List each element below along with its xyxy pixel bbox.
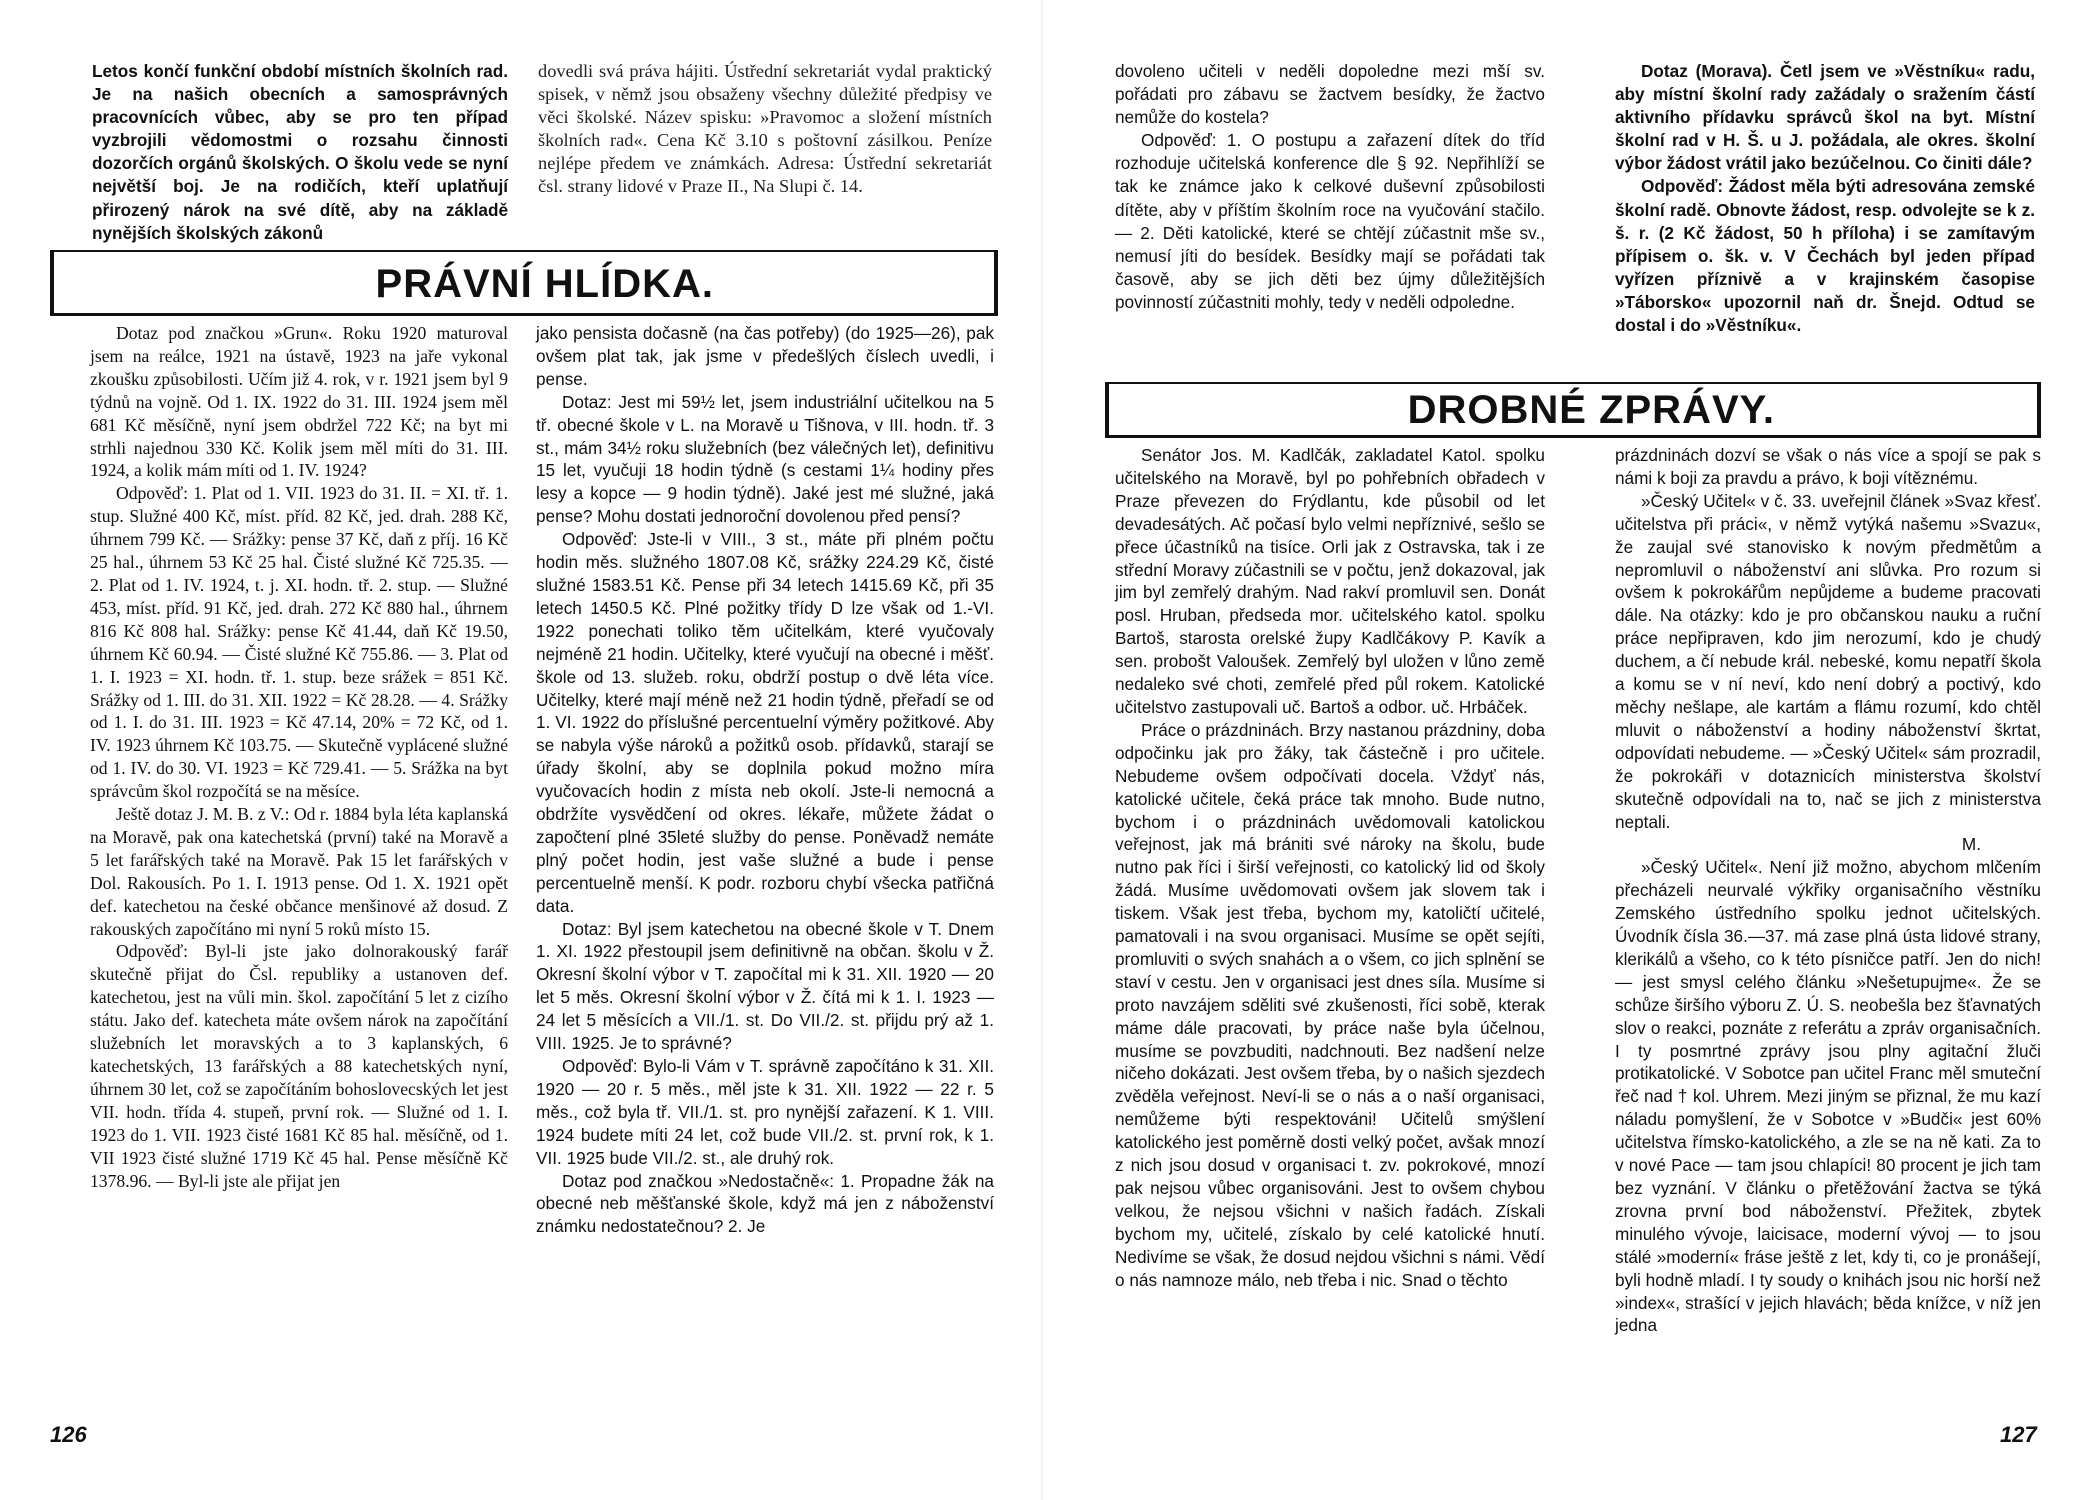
answer-paragraph: Odpověď: 1. O postupu a zařazení dítek do tříd rozhoduje učitelská konference dle § 92. Nepřihlíží se tak ke známce jako k celkové duševní způsobilosti dítěte, aby v příštím školním roce na vyučování stačilo. — 2. Děti katolické, které se chtějí zúčastnit mše sv., nemusí jíti do besídek. Besídky mají se pořádati tak časově, aby se jich děti bez újmy důležitějších povinností zúčastniti mohly, tedy v neděli odpoledne.	[1115, 130, 1545, 312]
left-intro-column-1	[92, 60, 508, 245]
section-header-pravni-hlidka	[50, 250, 998, 316]
left-main-column-2	[536, 322, 994, 1238]
news-paragraph: Senátor Jos. M. Kadlčák, zakladatel Katol. spolku učitelského na Moravě, byl po pohřebních obřadech v Praze převezen do Frýdlantu, kde působil od let devadesátých. Ač počasí bylo velmi nepříznivé, sešlo se přece účastníků na tisíce. Orli jak z Ostravska, tak i ze střední Moravy zúčastnili se v počtu, jenž dokazoval, jak jim byl zemřelý drahým. Nad rakví promluvil sen. Donát posl. Hruban, předseda mor. učitelského katol. spolku Bartoš, starosta orelské župy Kadlčákovy P. Kavík a sen. probošt Valoušek. Zemřelý byl uložen v lůno země nedaleko své choti, zemřelé před půl rokem. Katolické učitelstvo zastupovali uč. Bartoš a odbor. uč. Hrbáček.	[1115, 445, 1545, 717]
question-paragraph: Dotaz (Morava). Četl jsem ve »Věstníku« radu, aby místní školní rady zažádaly o sražením částí aktivního přídavku správců škol na byt. Místní školní rad v H. Š. u J. požádala, ale okres. školní výbor žádost vrátil jako bezúčelnou. Co činiti dále?	[1615, 61, 2035, 174]
answer-paragraph: Odpověď: Žádost měla býti adresována zemské školní radě. Obnovte žádost, resp. odvolejte se k z. š. r. (2 Kč žádost, 50 h příloha) i se zamítavým přípisem o. šk. v. V Čechách byl jeden případ vyřízen příznivě a v krajinském časopise »Táborsko« upozornil naň dr. Šnejd. Odtud se dostal i do »Věstníku«.	[1615, 176, 2035, 336]
section-title: DROBNÉ ZPRÁVY.	[1407, 388, 1775, 432]
continued-paragraph: jako pensista dočasně (na čas potřeby) (do 1925—26), pak ovšem plat tak, jak jsme v předešlých číslech uvedli, i pense.	[536, 323, 994, 389]
continued-paragraph: prázdninách dozví se však o nás více a spojí se pak s námi k boji za pravdu a právo, k boji vítěznému.	[1615, 445, 2041, 488]
left-intro-paragraph-1: Letos končí funkční období místních školních rad. Je na našich obecních a samosprávných pracovnících vůbec, aby se pro ten případ vyzbrojili vědomostmi o rozsahu činnosti dozorčích orgánů školských. O školu vede se nyní největší boj. Je na rodičích, kteří uplatňují přirozený nárok na své dítě, aby na základě nynějších školských zákonů	[92, 61, 508, 243]
signature: M.	[1961, 834, 1981, 855]
right-intro-column-2	[1615, 60, 2035, 337]
question-paragraph: Dotaz: Byl jsem katechetou na obecné škole v T. Dnem 1. XI. 1922 přestoupil jsem definitivně na občan. školu v Ž. Okresní školní výbor v T. započítal mi k 31. XII. 1920 — 20 let 5 měs. Okresní školní výbor v Ž. čítá mi k 1. I. 1923 — 24 let 5 měsících a VII./1. st. Do VII./2. st. přijdu prý až 1. VIII. 1925. Je to správné?	[536, 918, 994, 1054]
left-intro-paragraph-2: dovedli svá práva hájiti. Ústřední sekretariát vydal praktický spisek, v němž jsou obsaženy všechny důležité předpisy ve věci školské. Název spisku: »Pravomoc a složení místních školních rad«. Cena Kč 3.10 s poštovní zásilkou. Peníze nejlépe předem ve známkách. Adresa: Ústřední sekretariát čsl. strany lidové v Praze II., Na Slupi č. 14.	[538, 61, 992, 197]
question-paragraph: Ještě dotaz J. M. B. z V.: Od r. 1884 byla léta kaplanská na Moravě, pak ona katechetská (první) také na Moravě a 5 let farářských také na Moravě. Pak 15 let farářských v Dol. Rakousích. Po 1. I. 1913 pense. Od 1. X. 1921 opět def. katechetou na české občance menšinové až dosud. Z rakouských započítáno mi nyní 5 roků místo 15.	[90, 804, 508, 939]
news-paragraph: Práce o prázdninách. Brzy nastanou prázdniny, doba odpočinku jak pro žáky, tak částečně i pro učitele. Nebudeme ovšem odpočívati docela. Vždyť nás, katolické učitele, čeká práce tak mnoho. Bude nutno, bychom i o prázdninách uvědomovali katolickou veřejnost, jak má brániti své nároky na školu, bude nutno pak říci i širší veřejnosti, co katolický lid od školy žádá. Musíme uvědomovati ovšem jak slovem tak i tiskem. Však jest třeba, bychom my, katoličtí učitelé, pamatovali i na svou organisaci. Musíme se opět sejíti, promluviti o svých snahách a o všem, co jich splnění se staví v cestu. Jen v organisaci jest dnes síla. Musíme si proto navzájem sděliti své zkušenosti, říci sobě, kterak máme dále pracovati, by práce naše byla účelnou, musíme se povzbuditi, nadchnouti. Bez nadšení nelze ničeho dokázati. Jest ovšem třeba, by o našich sjezdech zvěděla veřejnost. Neví-li se o nás a o naší organisaci, nemůžeme býti respektováni! Učitelů smýšlení katolického jest poměrně dosti velký počet, avšak mnozí z nich jsou dosud v organisaci t. zv. pokrokové, mnozí pak nejsou vůbec organisováni. Jest to ovšem chybou velkou, že nejsou všichni v našich řadách. Získali bychom my, učitelé, získalo by celé katolické hnutí. Nedivíme se však, že dosud nejdou všichni s námi. Vědí o nás namnoze málo, neb třeba i nic. Snad o těchto	[1115, 719, 1545, 1290]
right-main-column-2	[1615, 444, 2041, 1337]
answer-paragraph: Odpověď: Bylo-li Vám v T. správně započítáno k 31. XII. 1920 — 20 r. 5 měs., měl jste k 31. XII. 1922 — 22 r. 5 měs., což byla tř. VII./1. st. pro nynější zařazení. K 1. VIII. 1924 budete míti 24 let, což bude VII./2. st. první rok, k 1. VII. 1925 bude VII./2. st., ale druhý rok.	[536, 1056, 994, 1168]
page-number-right: 127	[2000, 1422, 2037, 1447]
news-paragraph: »Český Učitel«. Není již možno, abychom mlčením přecházeli neurvalé výkřiky organisačního věstníku Zemského ústředního spolku jednot učitelských. Úvodník čísla 36.—37. má zase plná ústa lidové strany, klerikálů a všeho, co k této písničce patří. Jen do nich! — jest smysl celého článku »Nešetupujme«. Že se schůze širšího výboru Z. Ú. S. neobešla bez šťavnatých slov o reakci, poznáte z referátu a zpráv organisačních. I ty posmrtné zprávy jsou plny agitační žluči protikatolické. V Sobotce pan učitel Franc měl smuteční řeč nad † kol. Uhrem. Mezi jiným se přiznal, že mu kazí náladu pomyšlení, že v Sobotce v »Budči« jest 60% učitelstva římsko-katolického, a zle se na ně kati. Za to v nové Pace — tam jsou chlapíci! 80 procent je jich tam bez vyznání. V článku o přetěžování žactva se týká zrovna první bod náboženství. Přežitek, zbytek minulého vývoje, laicisace, moderní vývoj — to jsou stálé »moderní« fráse ještě z let, kdy ti, co je pronášejí, byli hodně mladí. I ty soudy o knihách jsou nic horší než »index«, strašící v jejich hlavách; běda knížce, v níž jen jedna	[1615, 857, 2041, 1336]
right-main-column-1	[1115, 444, 1545, 1292]
left-intro-column-2	[538, 60, 992, 199]
page-number-left: 126	[50, 1422, 87, 1447]
section-title: PRÁVNÍ HLÍDKA.	[375, 262, 714, 306]
answer-paragraph: Odpověď: Jste-li v VIII., 3 st., máte při plném počtu hodin měs. služného 1807.08 Kč, srážky 224.29 Kč, čisté služné 1583.51 Kč. Pense při 34 letech 1415.69 Kč, při 35 letech 1450.5 Kč. Plné požitky třídy D lze však od 1.-VI. 1922 ponechati toliko těm učitelkám, které vyučovaly nejméně 21 hodin. Učitelky, které vyučují na obecné i měšť. škole od 13. služeb. roku, obdrží postup o dvě léta více. Učitelky, které mají méně než 21 hodin týdně, přeřadí se od 1. VI. 1922 do příslušné percentuelní výměry požitkové. Aby se nabyla výše nároků a požitků osob. přídavků, starají se úřady školní, aby se doplnila pokud možno míra vyučovacích hodin z místa neb okolí. Jste-li nemocná a obdržíte vysvědčení od okres. lékaře, můžete žádat o započtení plné 35leté služby do pense. Poněvadž nemáte plný počet hodin, jest vaše služné a bude i pense percentuelně menší. K podr. rozboru chybí všecka patřičná data.	[536, 529, 994, 916]
answer-paragraph: Odpověď: Byl-li jste jako dolnorakouský farář skutečně přijat do Čsl. republiky a ustanoven def. katechetou, jest na vůli min. škol. započítání 5 let z cizího státu. Jako def. katecheta máte ovšem nárok na započítání služebních let moravských a to 3 kaplanských, 6 katechetských, 13 farářských a 88 katechetských nyní, úhrnem 30 let, což se započítáním bohoslovecských let jest VII. hodn. třída 4. stupeň, první rok. — Služné od 1. I. 1923 do 1. VII. 1923 čisté 1681 Kč 85 hal. měsíčně, od 1. VII 1923 čisté služné 1719 Kč 45 hal. Pense měsíčně Kč 1378.96. — Byl-li jste ale přijat jen	[90, 941, 508, 1191]
question-paragraph: Dotaz pod značkou »Nedostačně«: 1. Propadne žák na obecné neb měšťanské škole, když má jen z náboženství známku nedostatečnou? 2. Je	[536, 1170, 994, 1237]
continued-paragraph: dovoleno učiteli v neděli dopoledne mezi mší sv. pořádati pro zábavu se žactvem besídky, že žactvo nemůže do kostela?	[1115, 61, 1545, 128]
section-header-drobne-zpravy	[1105, 382, 2041, 438]
left-main-column-1	[90, 322, 508, 1192]
right-page	[1043, 0, 2086, 1500]
question-paragraph: Dotaz: Jest mi 59½ let, jsem industriální učitelkou na 5 tř. obecné škole v L. na Moravě u Tišnova, v III. hodn. tř. 3 st., mám 34½ roku služebních (bez válečných let), definitivu 15 let, vyučuji 18 hodin týdně (s cestami 1¼ hodiny přes lesy a kopce — 9 hodin týdně). Jaké jest mé služné, jaká pense? Mohu dostati jednoroční dovolenou před pensí?	[536, 391, 994, 527]
answer-paragraph: Odpověď: 1. Plat od 1. VII. 1923 do 31. II. = XI. tř. 1. stup. Služné 400 Kč, míst. příd. 82 Kč, jed. drah. 288 Kč, úhrnem 799 Kč. — Srážky: pense 37 Kč, daň z příj. 16 Kč 25 hal., úhrnem 53 Kč 25 hal. Čisté služné Kč 725.35. — 2. Plat od 1. IV. 1924, t. j. XI. hodn. tř. 2. stup. — Služné 453, míst. příd. 91 Kč, jed. drah. 272 Kč 880 hal., úhrnem 816 Kč 808 hal. Srážky: pense Kč 41.44, daň Kč 19.50, úhrnem Kč 60.94. — Čisté služné Kč 755.86. — 3. Plat od 1. I. 1923 = XI. hodn. tř. 1. stup. beze srážek = 851 Kč. Srážky od 1. III. do 31. XII. 1922 = Kč 28.28. — 4. Srážky od 1. I. do 31. III. 1923 = Kč 47.14, 20% = 72 Kč, od 1. IV. 1923 úhrnem Kč 103.75. — Skutečně vyplácené služné od 1. IV. do 30. VI. 1923 = Kč 729.41. — 5. Srážka na byt správcům škol rozpočítá se na měsíce.	[90, 483, 508, 802]
news-paragraph: »Český Učitel« v č. 33. uveřejnil článek »Svaz křesť. učitelstva při práci«, v němž vytýká našemu »Svazu«, že zaujal své stanovisko k novým předmětům a nepromluvil o náboženství ani slůvka. Pro rozum si ovšem k pokrokářům nepůjdeme a budeme pracovati dále. Na otázky: kdo je pro občanskou nauku a ruční práce nepřipraven, kdo jim nerozumí, kdo je chudý duchem, a čí nebude král. nebeské, komu nepatří škola a komu se v ní neví, kdo není dobrý a poctivý, kdo měchy nešlape, ale kartám a flámu rozumí, kdo chtěl mluvit o náboženství a hodiny náboženství škrtat, odpovídati nebudeme. — »Český Učitel« sám prozradil, že pokrokáři v dotaznicích ministerstva školství skutečně odpovídali na to, nač se jich z ministerstva neptali.	[1615, 490, 2041, 832]
question-paragraph: Dotaz pod značkou »Grun«. Roku 1920 maturoval jsem na reálce, 1921 na ústavě, 1923 na jaře vykonal zkoušku způsobilosti. Učím již 4. rok, v r. 1921 jsem byl 9 týdnů na vojně. Od 1. IX. 1922 do 31. III. 1924 jsem měl 681 Kč měsíčně, nyní jsem obdržel 722 Kč; na byt mi strhli najednou 330 Kč. Kolik jsem měl míti do 31. III. 1924, a kolik mám míti od 1. IV. 1924?	[90, 323, 508, 481]
right-intro-column-1	[1115, 60, 1545, 314]
